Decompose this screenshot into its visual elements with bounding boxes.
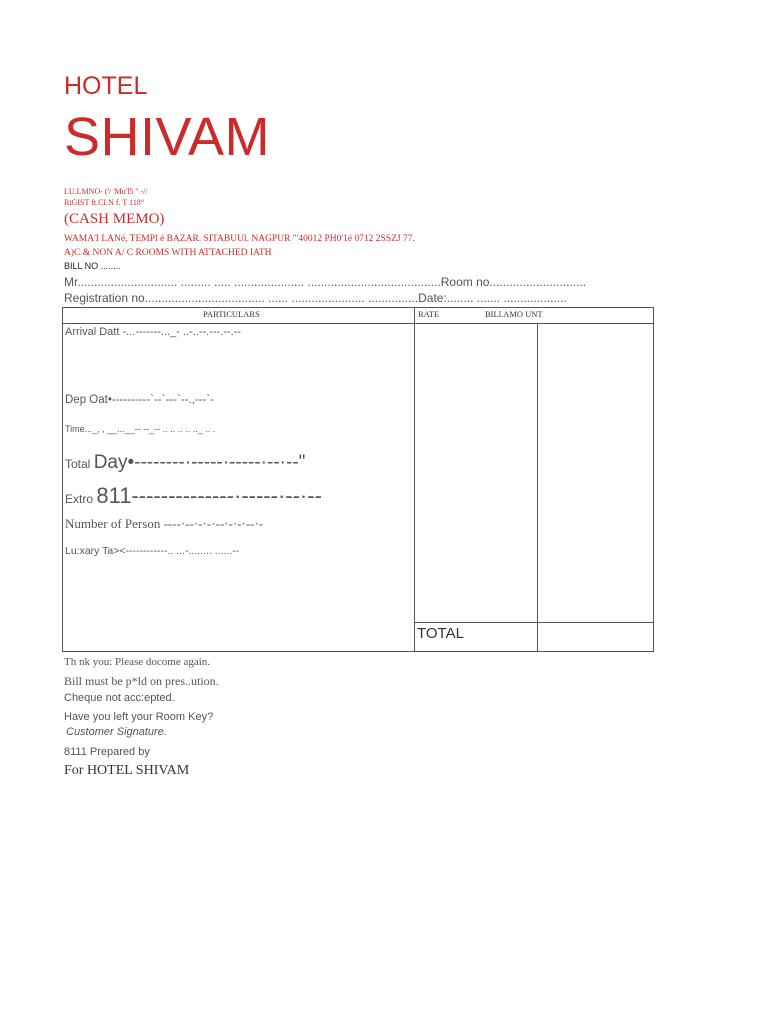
number-of-persons-row: Number of Person ----·--·-·-·--·-·-·--·- [65,516,264,531]
hotel-name: SHIVAM [64,107,271,167]
arrival-date-row: Arrival Datt -...-------..._- ..-..--.---.--.-- [65,326,241,338]
column-divider-particulars [414,308,415,651]
extra-label: Extro [65,492,94,506]
column-header-particulars: PARTICULARS [203,309,260,319]
bill-number: BILL NO ........ [64,261,121,271]
cash-memo-title: (CASH MEMO) [64,211,165,227]
time-row: Time..._, , __...__-- --_-- .. .. .. .. .._ .. . [65,424,216,434]
prepared-by-label: 8111 Prepared by [64,746,150,758]
extra-value: 811--------------·-----·--·-- [96,483,322,508]
total-divider [414,622,653,623]
total-days-row [65,452,305,474]
room-key-note: Have you left your Room Key? [64,711,214,723]
bill-table [62,307,654,652]
guest-name-room-line: Mr.............................. ......... ..... ..................... ........................................Room no............................. [64,275,587,289]
registration-date-line: Registration no.................................... ...... ...................... ...............Date:........ ....... ................... [64,291,567,305]
registration-number-line: RtGIST ft.CI.N f. T 118° [64,198,145,207]
header-divider [63,323,653,324]
customer-signature-label: Customer Signature. [66,726,167,738]
license-line: LU.LMNO- ('/ 'Mu'l5 '' -// [64,187,148,196]
thank-you-note: Th nk you: Please docome again. [64,656,211,668]
total-days-value: Day•--------·-----·-----·--·--" [93,452,306,473]
column-divider-rate [537,323,538,651]
luxury-tax-row: Lu:xary Ta><------------.. ...-........ ......-- [65,545,240,557]
bill-paid-note: Bill must be p*ld on pres..ution. [64,674,219,688]
column-header-bill-amount: BILl.AMO UNT [485,309,543,319]
hotel-address: WAMA'I LANé, TEMPl é BAZAR. SITABUUl. NAGPUR '"40012 PH0'1é 0712 2SSZJ 77. [64,234,415,244]
total-label: TOTAL [417,625,464,642]
rooms-description: A)C & NON A/ C ROOMS WITH ATTACHED IATH [64,248,272,258]
hotel-word: HOTEL [64,72,148,100]
for-hotel-signoff: For HOTEL SHIVAM [64,763,190,778]
extra-row [65,483,322,509]
cheque-note: Cheque not acc:epted. [64,692,175,704]
total-days-label: Total [65,457,91,471]
departure-date-row: Dep Oat•----------`--`---`--.,---`- [65,394,214,406]
column-header-rate: RATE [418,309,440,319]
